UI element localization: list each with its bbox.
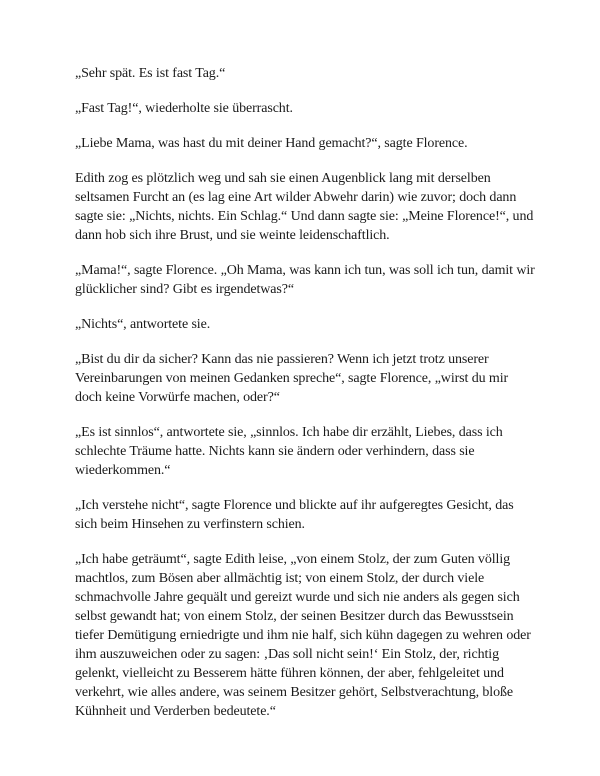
paragraph: „Ich habe geträumt“, sagte Edith leise, „von einem Stolz, der zum Guten völlig machtlos, zum Bösen aber allmächtig ist; von einem Stolz, der durch viele schmachvolle Jahre gequält und gereizt wurde und sich nie anders als gegen sich selbst gewandt hat; von einem Stolz, der seinen Besitzer durch das Bewusstsein tiefer Demütigung erniedrigte und ihm nie half, sich kühn dagegen zu wehren oder ihm auszuweichen oder zu sagen: ‚Das soll nicht sein!‘ Ein Stolz, der, richtig gelenkt, vielleicht zu Besserem hätte führen können, der aber, fehlgeleitet und verkehrt, wie alles andere, was seinem Besitzer gehört, Selbstverachtung, bloße Kühnheit und Verderben bedeutete.“	[75, 552, 531, 719]
body-text	[75, 64, 535, 737]
paragraph: „Ich verstehe nicht“, sagte Florence und blickte auf ihr aufgeregtes Gesicht, das sich beim Hinsehen zu verfinstern schien.	[75, 498, 514, 532]
paragraph: „Sehr spät. Es ist fast Tag.“	[75, 66, 226, 81]
paragraph: „Liebe Mama, was hast du mit deiner Hand gemacht?“, sagte Florence.	[75, 136, 468, 151]
paragraph: Edith zog es plötzlich weg und sah sie einen Augenblick lang mit derselben seltsamen Furcht an (es lag eine Art wilder Abwehr darin) wie zuvor; doch dann sagte sie: „Nichts, nichts. Ein Schlag.“ Und dann sagte sie: „Meine Florence!“, und dann hob sich ihre Brust, und sie weinte leidenschaftlich.	[75, 171, 534, 243]
paragraph: „Fast Tag!“, wiederholte sie überrascht.	[75, 101, 293, 116]
paragraph: „Es ist sinnlos“, antwortete sie, „sinnlos. Ich habe dir erzählt, Liebes, dass ich schlechte Träume hatte. Nichts kann sie ändern oder verhindern, dass sie wiederkommen.“	[75, 425, 503, 478]
paragraph: „Nichts“, antwortete sie.	[75, 317, 211, 332]
paragraph: „Bist du dir da sicher? Kann das nie passieren? Wenn ich jetzt trotz unserer Vereinbarungen von meinen Gedanken spreche“, sagte Florence, „wirst du mir doch keine Vorwürfe machen, oder?“	[75, 352, 509, 405]
paragraph: „Mama!“, sagte Florence. „Oh Mama, was kann ich tun, was soll ich tun, damit wir glücklicher sind? Gibt es irgendetwas?“	[75, 263, 535, 297]
